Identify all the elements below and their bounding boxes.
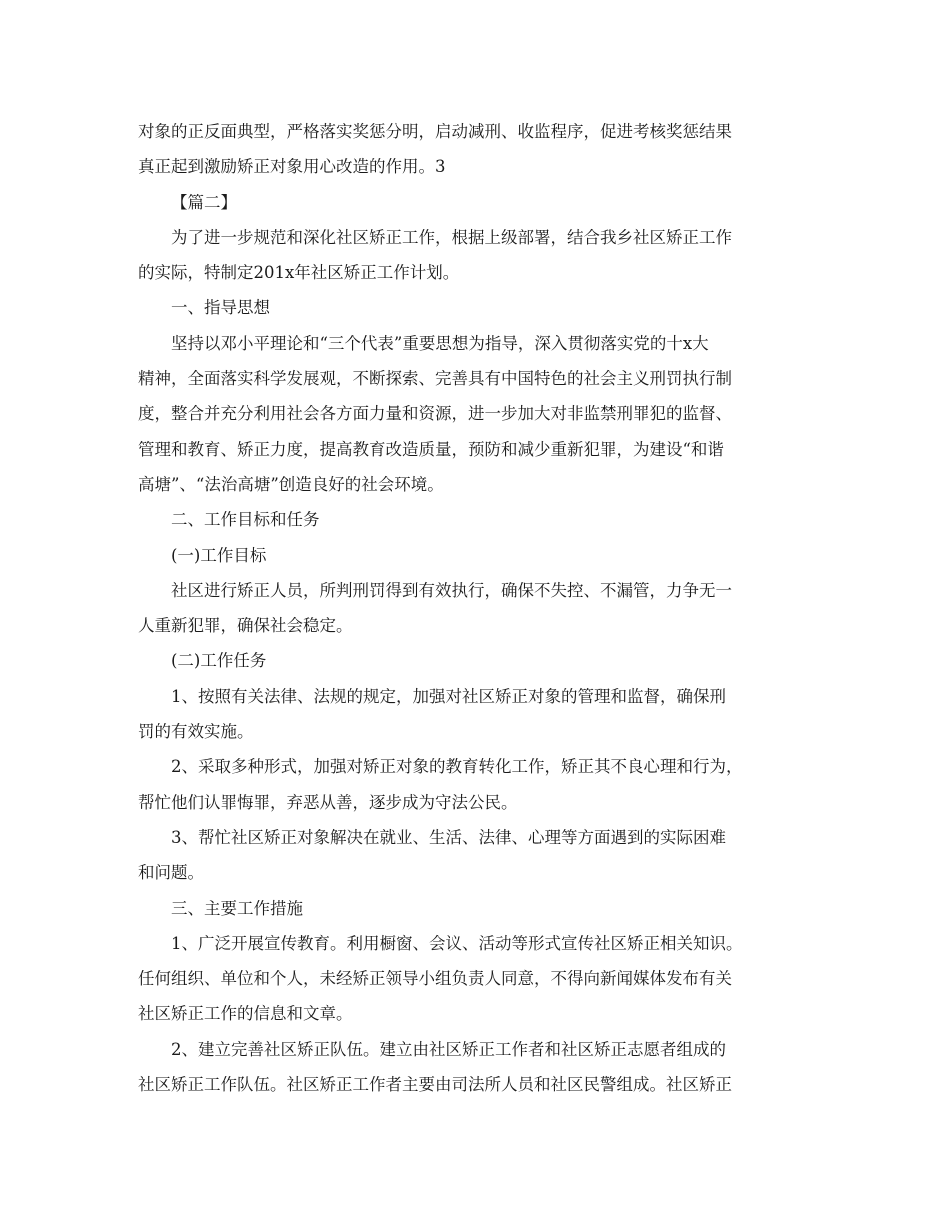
text-line: (二)工作任务: [171, 651, 267, 671]
text-line: 帮忙他们认罪悔罪，弃恶从善，逐步成为守法公民。: [138, 792, 518, 812]
paragraph: [138, 538, 824, 573]
paragraph: [138, 891, 824, 926]
text-line: 为了进一步规范和深化社区矫正工作，根据上级部署，结合我乡社区矫正工作: [171, 227, 732, 247]
text-line: 人重新犯罪，确保社会稳定。: [138, 616, 353, 636]
paragraph: [138, 326, 824, 502]
text-line: 1、按照有关法律、法规的规定，加强对社区矫正对象的管理和监督，确保刑: [171, 686, 726, 706]
text-line: 管理和教育、矫正力度，提高教育改造质量，预防和减少重新犯罪，为建设“和谐: [138, 439, 724, 459]
text-line: 二、工作目标和任务: [171, 510, 320, 530]
text-line: 3、帮忙社区矫正对象解决在就业、生活、法律、心理等方面遇到的实际困难: [171, 827, 726, 847]
text-line: 度，整合并充分利用社会各方面力量和资源，进一步加大对非监禁刑罪犯的监督、: [138, 404, 732, 424]
paragraph: [138, 220, 824, 291]
text-line: 1、广泛开展宣传教育。利用橱窗、会议、活动等形式宣传社区矫正相关知识。: [171, 933, 743, 953]
paragraph: [138, 185, 824, 220]
paragraph: [138, 643, 824, 678]
text-line: 2、采取多种形式，加强对矫正对象的教育转化工作，矫正其不良心理和行为，: [171, 757, 743, 777]
paragraph: [138, 502, 824, 537]
text-line: 三、主要工作措施: [171, 898, 303, 918]
text-line: 高塘”、“法治高塘”创造良好的社会环境。: [138, 474, 444, 494]
text-line: 和问题。: [138, 863, 204, 883]
text-line: 坚持以邓小平理论和“三个代表”重要思想为指导，深入贯彻落实党的十x大: [171, 333, 709, 353]
text-line: 社区矫正工作的信息和文章。: [138, 1004, 353, 1024]
text-line: 精神，全面落实科学发展观，不断探索、完善具有中国特色的社会主义刑罚执行制: [138, 369, 732, 389]
paragraph: [138, 290, 824, 325]
text-line: 【篇二】: [171, 192, 237, 212]
text-line: 2、建立完善社区矫正队伍。建立由社区矫正工作者和社区矫正志愿者组成的: [171, 1039, 726, 1059]
text-line: 任何组织、单位和个人，未经矫正领导小组负责人同意，不得向新闻媒体发布有关: [138, 969, 732, 989]
paragraph: [138, 573, 824, 644]
text-line: 社区矫正工作队伍。社区矫正工作者主要由司法所人员和社区民警组成。社区矫正: [138, 1075, 732, 1095]
paragraph: [138, 820, 824, 891]
paragraph: [138, 1032, 824, 1103]
paragraph: [138, 679, 824, 750]
paragraph: [138, 749, 824, 820]
text-line: 的实际，特制定201x年社区矫正工作计划。: [138, 263, 460, 283]
text-line: 一、指导思想: [171, 298, 270, 318]
document-body: [138, 114, 824, 1102]
text-line: (一)工作目标: [171, 545, 267, 565]
text-line: 罚的有效实施。: [138, 722, 254, 742]
paragraph: [138, 114, 824, 185]
text-line: 对象的正反面典型，严格落实奖惩分明，启动减刑、收监程序，促进考核奖惩结果: [138, 122, 732, 141]
text-line: 社区进行矫正人员，所判刑罚得到有效执行，确保不失控、不漏管，力争无一: [171, 580, 732, 600]
paragraph: [138, 926, 824, 1032]
text-line: 真正起到激励矫正对象用心改造的作用。3: [138, 157, 446, 177]
